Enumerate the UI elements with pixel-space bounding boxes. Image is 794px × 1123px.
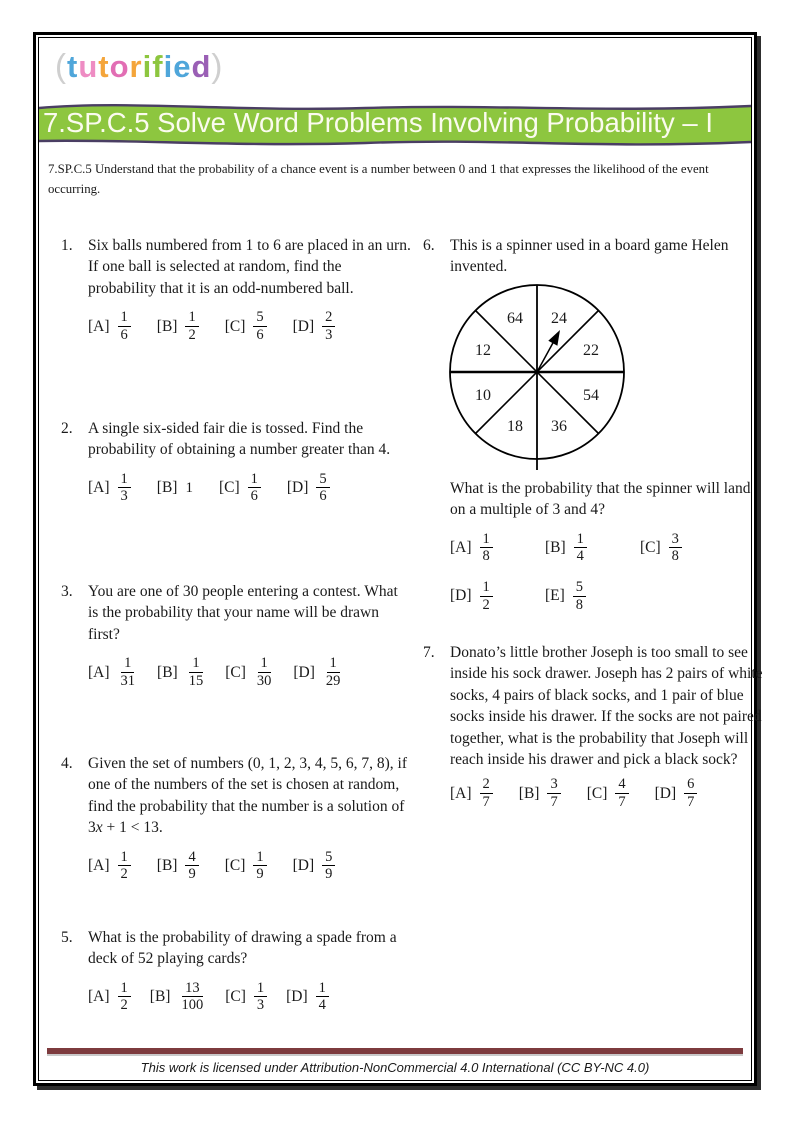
answer-choices bbox=[450, 776, 765, 810]
choice-label: [D] bbox=[450, 587, 472, 605]
fraction-denominator: 9 bbox=[188, 866, 196, 883]
fraction bbox=[547, 776, 560, 810]
question-intro: This is a spinner used in a board game Helen invented. bbox=[450, 237, 729, 276]
choice-label: [C] bbox=[224, 317, 246, 335]
choice-label: [D] bbox=[654, 784, 677, 802]
choice-label: [A] bbox=[88, 988, 110, 1006]
choice-c bbox=[225, 655, 274, 689]
fraction bbox=[254, 655, 275, 689]
question-text: What is the probability of drawing a spade from a deck of 52 playing cards? bbox=[88, 929, 397, 968]
fraction-denominator: 8 bbox=[575, 596, 584, 613]
choice-e bbox=[545, 579, 640, 613]
spinner-arrow bbox=[537, 330, 560, 372]
fraction-denominator: 6 bbox=[250, 488, 258, 505]
math-variable: x bbox=[95, 819, 103, 837]
choice-label: [D] bbox=[292, 856, 315, 874]
fraction bbox=[480, 776, 493, 810]
choice-c bbox=[587, 776, 629, 810]
choice-label: [D] bbox=[286, 479, 309, 497]
choice-b bbox=[150, 980, 206, 1014]
choice-label: [C] bbox=[640, 538, 661, 556]
choice-a bbox=[88, 655, 138, 689]
logo-letter: o bbox=[109, 49, 130, 84]
choice-label: [C] bbox=[586, 784, 608, 802]
fraction bbox=[254, 980, 267, 1014]
inequality-expression bbox=[88, 819, 163, 836]
question-text: Six balls numbered from 1 to 6 are placed in an urn. If one ball is selected at random, find the probability that it is an odd-numbered ball. bbox=[88, 237, 411, 297]
question-text: You are one of 30 people entering a contest. What is the probability that your name will be drawn first? bbox=[88, 583, 398, 643]
spinner-number: 64 bbox=[507, 309, 523, 327]
fraction-denominator: 29 bbox=[325, 672, 341, 689]
choice-a bbox=[88, 471, 131, 505]
choice-b bbox=[157, 309, 199, 343]
question-5 bbox=[61, 927, 411, 1014]
fraction bbox=[118, 980, 131, 1014]
choice-label: [C] bbox=[218, 479, 240, 497]
fraction bbox=[186, 655, 207, 689]
fraction bbox=[323, 655, 344, 689]
choice-label: [A] bbox=[88, 479, 110, 497]
answer-choices bbox=[88, 849, 411, 883]
logo-bracket-right: ) bbox=[211, 47, 224, 84]
question-text: A single six-sided fair die is tossed. Find the probability of obtaining a number greater than 4. bbox=[88, 420, 391, 459]
choice-c bbox=[225, 980, 267, 1014]
right-column bbox=[423, 38, 765, 1090]
fraction-denominator: 8 bbox=[671, 548, 679, 565]
fraction-numerator: 1 bbox=[118, 471, 131, 489]
choice-label: [C] bbox=[225, 663, 246, 681]
answer-choices bbox=[88, 471, 411, 505]
choice-c bbox=[640, 531, 735, 565]
question-7 bbox=[423, 642, 765, 811]
choice-label: [B] bbox=[149, 988, 171, 1006]
fraction-denominator: 2 bbox=[188, 326, 196, 343]
question-2 bbox=[61, 418, 411, 505]
fraction bbox=[573, 579, 586, 613]
choice-b bbox=[157, 477, 193, 498]
fraction-numerator: 1 bbox=[253, 849, 266, 867]
question-3 bbox=[61, 581, 411, 689]
fraction-numerator: 1 bbox=[121, 655, 134, 673]
logo-letter: d bbox=[191, 49, 212, 84]
fraction-numerator: 1 bbox=[118, 980, 131, 998]
choice-d bbox=[450, 579, 545, 613]
fraction-numerator: 1 bbox=[480, 531, 493, 549]
fraction-numerator: 4 bbox=[185, 849, 198, 867]
choice-d bbox=[293, 309, 336, 343]
fraction-numerator: 13 bbox=[182, 980, 203, 998]
choice-d bbox=[293, 849, 336, 883]
fraction-denominator: 3 bbox=[120, 488, 128, 505]
fraction-denominator: 8 bbox=[482, 548, 490, 565]
logo-letter: f bbox=[152, 49, 164, 84]
choice-b bbox=[157, 655, 206, 689]
math-coefficient: 3 bbox=[88, 819, 96, 837]
footer-divider-bar bbox=[47, 1048, 743, 1054]
fraction-numerator: 5 bbox=[316, 471, 329, 489]
choice-label: [B] bbox=[156, 479, 178, 497]
fraction-denominator: 2 bbox=[120, 866, 128, 883]
fraction bbox=[185, 849, 198, 883]
fraction-denominator: 15 bbox=[188, 672, 204, 689]
choice-label: [A] bbox=[450, 538, 472, 556]
page-inner-border bbox=[38, 37, 763, 1081]
logo-letter: r bbox=[129, 49, 143, 84]
fraction bbox=[316, 471, 329, 505]
fraction bbox=[669, 531, 682, 565]
logo-letter: e bbox=[173, 49, 192, 84]
choice-d bbox=[286, 980, 329, 1014]
answer-choices bbox=[88, 309, 411, 343]
fraction-numerator: 1 bbox=[248, 471, 261, 489]
fraction-numerator: 1 bbox=[118, 849, 131, 867]
fraction-denominator: 6 bbox=[256, 326, 264, 343]
question-6 bbox=[423, 235, 765, 613]
choice-label: [C] bbox=[225, 988, 246, 1006]
choice-b bbox=[545, 531, 640, 565]
choice-label: [D] bbox=[286, 988, 308, 1006]
fraction-denominator: 6 bbox=[120, 326, 128, 343]
fraction bbox=[118, 471, 131, 505]
choice-label: [B] bbox=[156, 856, 178, 874]
logo-letter: i bbox=[163, 49, 174, 84]
question-number: 2. bbox=[61, 420, 73, 437]
fraction-numerator: 1 bbox=[189, 655, 202, 673]
choice-c bbox=[225, 309, 267, 343]
fraction bbox=[118, 655, 139, 689]
fraction-numerator: 1 bbox=[316, 980, 329, 998]
fraction-numerator: 1 bbox=[254, 980, 267, 998]
question-text-main: Given the set of numbers (0, 1, 2, 3, 4, 5, 6, 7, 8), if one of the numbers of the set is chosen at random, find the probability that the number is a solution of bbox=[88, 755, 407, 815]
fraction-numerator: 1 bbox=[185, 309, 198, 327]
fraction-numerator: 1 bbox=[118, 309, 131, 327]
choice-label: [A] bbox=[450, 784, 472, 802]
spinner-number: 12 bbox=[475, 341, 491, 359]
license-text: This work is licensed under Attribution-NonCommercial 4.0 International (CC BY-NC 4.0) bbox=[140, 1060, 650, 1075]
logo-letter: t bbox=[67, 49, 79, 84]
question-number: 7. bbox=[423, 644, 435, 661]
question-number: 4. bbox=[61, 755, 73, 772]
fraction bbox=[253, 309, 266, 343]
fraction-numerator: 3 bbox=[669, 531, 682, 549]
fraction-denominator: 9 bbox=[256, 866, 264, 883]
answer-choices bbox=[88, 655, 411, 689]
choice-d bbox=[655, 776, 698, 810]
fraction bbox=[248, 471, 261, 505]
fraction-denominator: 3 bbox=[325, 326, 333, 343]
fraction bbox=[253, 849, 266, 883]
question-text: What is the probability that the spinner will land on a multiple of 3 and 4? bbox=[450, 479, 751, 519]
fraction bbox=[615, 776, 628, 810]
worksheet-page bbox=[33, 32, 763, 1086]
logo-bracket-left: ( bbox=[55, 47, 67, 84]
answer-choices-row-1 bbox=[450, 531, 765, 565]
choice-label: [E] bbox=[545, 587, 565, 605]
answer-choices-row-2 bbox=[450, 579, 765, 613]
choice-label: [D] bbox=[292, 317, 315, 335]
choice-label: [B] bbox=[518, 784, 540, 802]
fraction bbox=[118, 309, 131, 343]
whole-number-answer: 1 bbox=[185, 479, 193, 496]
choice-label: [B] bbox=[156, 317, 178, 335]
fraction bbox=[185, 309, 198, 343]
logo-letter: t bbox=[98, 49, 110, 84]
choice-b bbox=[519, 776, 561, 810]
fraction-denominator: 31 bbox=[120, 672, 136, 689]
fraction-numerator: 1 bbox=[258, 655, 271, 673]
fraction-numerator: 1 bbox=[574, 531, 587, 549]
question-4 bbox=[61, 753, 411, 883]
question-number: 3. bbox=[61, 583, 73, 600]
answer-choices bbox=[88, 980, 411, 1014]
logo-letter: u bbox=[78, 49, 99, 84]
fraction-numerator: 4 bbox=[615, 776, 628, 794]
question-1 bbox=[61, 235, 411, 343]
choice-label: [C] bbox=[224, 856, 246, 874]
choice-c bbox=[225, 849, 267, 883]
fraction bbox=[178, 980, 206, 1014]
question-number: 1. bbox=[61, 237, 73, 254]
choice-a bbox=[450, 531, 545, 565]
choice-a bbox=[88, 980, 131, 1014]
fraction-denominator: 4 bbox=[576, 548, 584, 565]
spinner-number: 36 bbox=[551, 417, 567, 435]
question-number: 6. bbox=[423, 237, 435, 254]
fraction-numerator: 5 bbox=[573, 579, 586, 597]
fraction bbox=[574, 531, 587, 565]
fraction-denominator: 3 bbox=[256, 997, 265, 1014]
math-tail: + 1 < 13. bbox=[102, 819, 163, 837]
choice-b bbox=[157, 849, 199, 883]
choice-d bbox=[293, 655, 343, 689]
choice-label: [A] bbox=[88, 856, 110, 874]
fraction-numerator: 3 bbox=[547, 776, 560, 794]
question-text bbox=[88, 753, 411, 839]
question-number: 5. bbox=[61, 929, 73, 946]
choice-a bbox=[88, 309, 131, 343]
fraction-denominator: 4 bbox=[318, 997, 326, 1014]
fraction bbox=[316, 980, 329, 1014]
fraction-denominator: 30 bbox=[256, 672, 272, 689]
spinner-diagram bbox=[447, 282, 627, 472]
spinner-number: 18 bbox=[507, 417, 523, 435]
fraction-denominator: 7 bbox=[550, 793, 558, 810]
spinner-number: 10 bbox=[475, 386, 491, 404]
choice-label: [D] bbox=[293, 663, 315, 681]
fraction-numerator: 1 bbox=[327, 655, 340, 673]
standard-description: 7.SP.C.5 Understand that the probability of a chance event is a number between 0 and 1 that expresses the likelihood of the event occurring. bbox=[48, 162, 709, 196]
fraction-denominator: 9 bbox=[325, 866, 333, 883]
fraction-denominator: 7 bbox=[618, 793, 626, 810]
fraction bbox=[684, 776, 697, 810]
fraction-denominator: 2 bbox=[120, 997, 128, 1014]
fraction-numerator: 5 bbox=[322, 849, 335, 867]
spinner-number: 24 bbox=[551, 309, 567, 327]
fraction-numerator: 5 bbox=[253, 309, 266, 327]
fraction-denominator: 100 bbox=[181, 997, 204, 1014]
fraction bbox=[118, 849, 131, 883]
fraction-denominator: 2 bbox=[482, 596, 490, 613]
fraction-numerator: 2 bbox=[480, 776, 493, 794]
choice-label: [B] bbox=[545, 538, 566, 556]
choice-label: [B] bbox=[157, 663, 178, 681]
choice-label: [A] bbox=[88, 663, 110, 681]
choice-label: [A] bbox=[88, 317, 110, 335]
spinner-number: 54 bbox=[583, 386, 599, 404]
question-text: Donato’s little brother Joseph is too small to see inside his sock drawer. Joseph has 2 pairs of white socks, 4 pairs of black socks, and 1 pair of blue socks inside his drawer. If the socks are not paired together, what is the probability that Joseph will reach inside his drawer and pick a black sock? bbox=[450, 644, 763, 768]
fraction-numerator: 1 bbox=[480, 579, 493, 597]
fraction bbox=[322, 309, 335, 343]
choice-d bbox=[287, 471, 330, 505]
choice-a bbox=[450, 776, 493, 810]
fraction-denominator: 6 bbox=[319, 488, 327, 505]
worksheet-title: 7.SP.C.5 Solve Word Problems Involving Probability – I bbox=[43, 107, 714, 138]
spinner-number: 22 bbox=[583, 341, 599, 359]
fraction-denominator: 7 bbox=[482, 793, 490, 810]
fraction-denominator: 7 bbox=[687, 793, 695, 810]
fraction bbox=[480, 579, 493, 613]
fraction-numerator: 2 bbox=[322, 309, 335, 327]
fraction bbox=[322, 849, 335, 883]
choice-a bbox=[88, 849, 131, 883]
logo-letter: i bbox=[142, 49, 153, 84]
left-column bbox=[61, 38, 411, 1090]
fraction-numerator: 6 bbox=[684, 776, 697, 794]
choice-c bbox=[219, 471, 261, 505]
fraction bbox=[480, 531, 493, 565]
